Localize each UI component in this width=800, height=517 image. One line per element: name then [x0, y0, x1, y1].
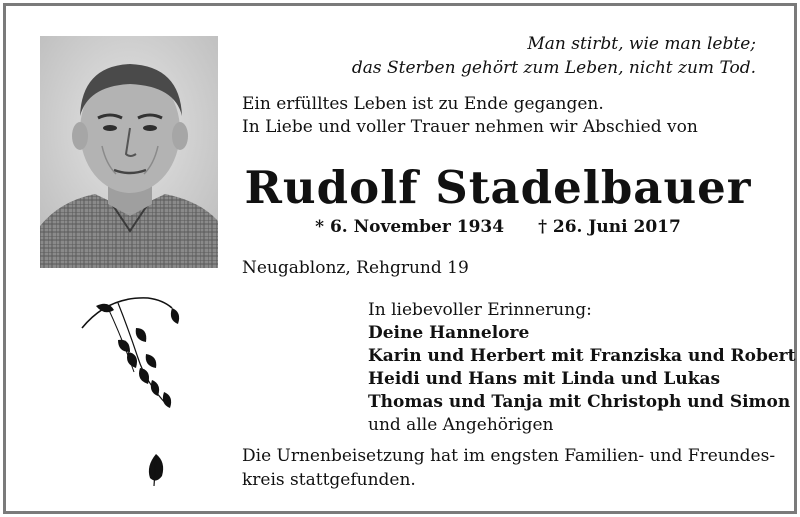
mourners-closing: und alle Angehörigen — [368, 415, 554, 435]
residence: Neugablonz, Rehgrund 19 — [242, 258, 469, 278]
motto-line-1: Man stirbt, wie man lebte; — [527, 34, 756, 54]
mourners-list — [368, 299, 796, 437]
burial-line-2: kreis stattgefunden. — [242, 469, 416, 490]
mourner-line: Thomas und Tanja mit Christoph und Simon — [368, 392, 791, 412]
birth-date: * 6. November 1934 — [315, 217, 505, 237]
burial-line-1: Die Urnenbeisetzung hat im engsten Familien- und Freundes- — [242, 446, 776, 466]
mourner-line: Heidi und Hans mit Linda und Lukas — [368, 369, 721, 389]
mourners-heading: In liebevoller Erinnerung: — [368, 300, 592, 320]
falling-leaf-icon — [146, 452, 166, 492]
birch-branch-icon — [78, 288, 188, 422]
mourner-line: Deine Hannelore — [368, 323, 530, 343]
deceased-name: Rudolf Stadelbauer — [244, 161, 752, 214]
mourner-line: Karin und Herbert mit Franziska und Robert — [368, 346, 796, 366]
intro-line-1: Ein erfülltes Leben ist zu Ende gegangen. — [242, 94, 604, 114]
motto — [352, 32, 756, 80]
intro-line-2: In Liebe und voller Trauer nehmen wir Abschied von — [242, 117, 698, 137]
intro-text — [242, 93, 698, 139]
burial-notice — [242, 445, 775, 492]
motto-line-2: das Sterben gehört zum Leben, nicht zum Tod. — [351, 58, 756, 78]
death-date: † 26. Juni 2017 — [538, 217, 681, 237]
life-dates — [242, 217, 754, 237]
portrait-photo — [40, 36, 218, 268]
